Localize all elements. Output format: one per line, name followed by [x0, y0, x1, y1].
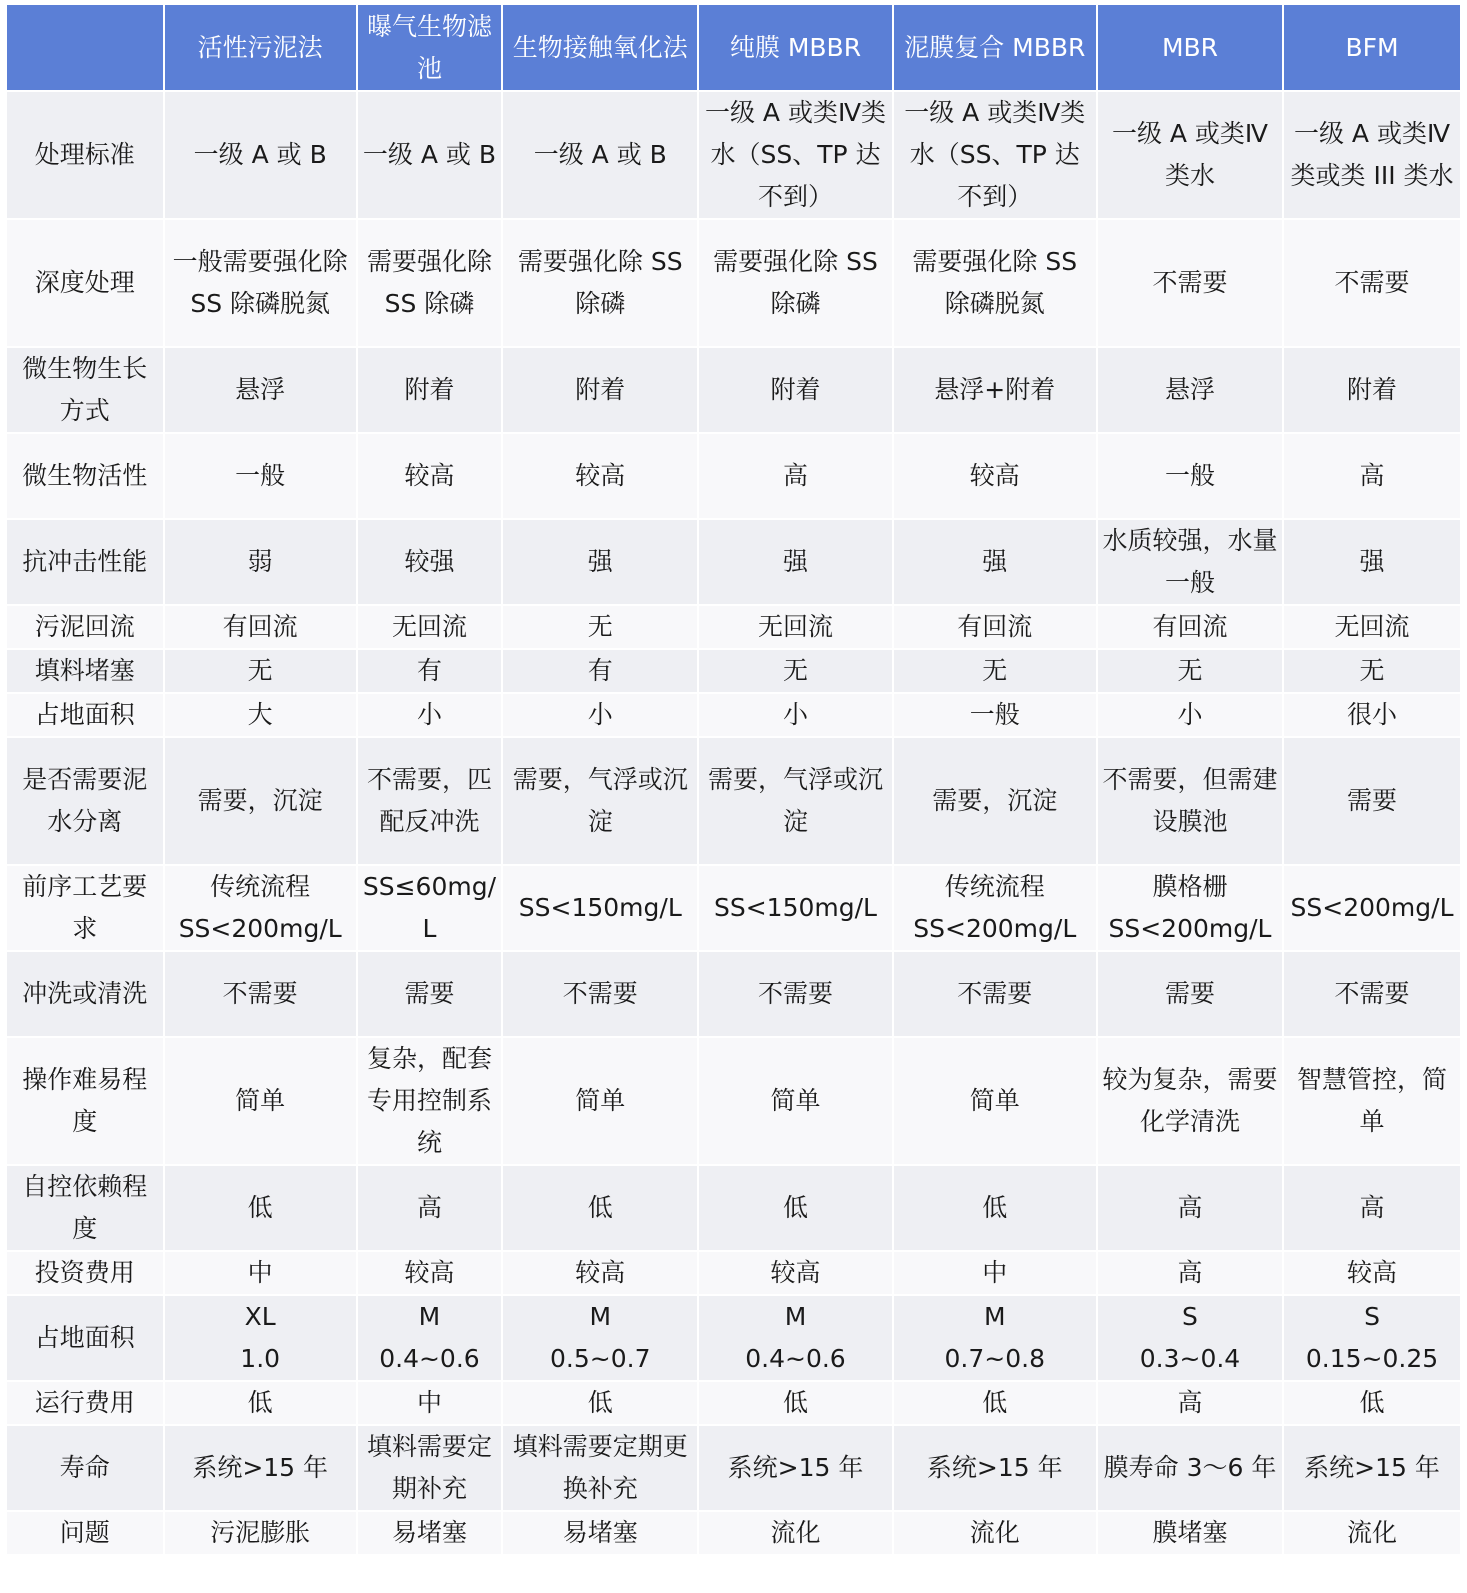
table-cell: 无回流: [698, 605, 892, 649]
table-cell: 较高: [698, 1251, 892, 1295]
table-cell: 系统>15 年: [1283, 1425, 1461, 1511]
row-label: 占地面积: [6, 1295, 164, 1381]
row-label: 是否需要泥水分离: [6, 737, 164, 865]
row-label: 自控依赖程度: [6, 1165, 164, 1251]
header-cell: 活性污泥法: [164, 4, 357, 91]
table-cell: 膜堵塞: [1097, 1511, 1283, 1555]
table-cell: 高: [1097, 1251, 1283, 1295]
table-cell: 一般需要强化除 SS 除磷脱氮: [164, 219, 357, 347]
table-cell: 有回流: [893, 605, 1097, 649]
row-label: 处理标准: [6, 91, 164, 219]
table-row: [6, 219, 1461, 347]
table-cell: 一级 A 或 B: [502, 91, 698, 219]
table-row: [6, 951, 1461, 1037]
table-cell: 易堵塞: [502, 1511, 698, 1555]
table-cell: 流化: [893, 1511, 1097, 1555]
table-cell: 中: [164, 1251, 357, 1295]
table-row: [6, 519, 1461, 605]
row-label: 污泥回流: [6, 605, 164, 649]
row-label: 操作难易程度: [6, 1037, 164, 1165]
table-cell: 低: [502, 1381, 698, 1425]
table-cell: 低: [893, 1381, 1097, 1425]
header-cell: 曝气生物滤池: [357, 4, 502, 91]
table-cell: 小: [357, 693, 502, 737]
table-cell: 一级 A 或 B: [164, 91, 357, 219]
table-cell: 附着: [502, 347, 698, 433]
header-cell: 生物接触氧化法: [502, 4, 698, 91]
table-cell: SS<150mg/L: [698, 865, 892, 951]
table-cell: 低: [1283, 1381, 1461, 1425]
table-header: [6, 4, 1461, 91]
table-cell: 较高: [893, 433, 1097, 519]
table-cell: 附着: [357, 347, 502, 433]
table-cell: SS≤60mg/L: [357, 865, 502, 951]
header-cell: 泥膜复合 MBBR: [893, 4, 1097, 91]
table-cell: 附着: [698, 347, 892, 433]
table-cell: 系统>15 年: [698, 1425, 892, 1511]
table-cell: M 0.4~0.6: [357, 1295, 502, 1381]
table-cell: 填料需要定期更换补充: [502, 1425, 698, 1511]
table-cell: 不需要: [502, 951, 698, 1037]
table-cell: 强: [1283, 519, 1461, 605]
table-cell: 无回流: [357, 605, 502, 649]
table-cell: 中: [357, 1381, 502, 1425]
table-cell: 较高: [357, 433, 502, 519]
table-cell: 无: [502, 605, 698, 649]
table-row: [6, 1037, 1461, 1165]
table-cell: 很小: [1283, 693, 1461, 737]
table-cell: 一般: [1097, 433, 1283, 519]
table-cell: 需要，气浮或沉淀: [502, 737, 698, 865]
table-row: [6, 737, 1461, 865]
table-cell: S 0.15~0.25: [1283, 1295, 1461, 1381]
table-cell: 不需要: [1283, 219, 1461, 347]
table-cell: 膜寿命 3～6 年: [1097, 1425, 1283, 1511]
table-cell: 无: [1283, 649, 1461, 693]
table-cell: 简单: [502, 1037, 698, 1165]
table-cell: 悬浮: [1097, 347, 1283, 433]
table-cell: 高: [357, 1165, 502, 1251]
header-corner: [6, 4, 164, 91]
table-cell: 系统>15 年: [893, 1425, 1097, 1511]
table-cell: 一级 A 或类Ⅳ类或类 III 类水: [1283, 91, 1461, 219]
table-cell: 需要，沉淀: [164, 737, 357, 865]
row-label: 填料堵塞: [6, 649, 164, 693]
table-row: [6, 91, 1461, 219]
table-cell: 不需要: [164, 951, 357, 1037]
row-label: 微生物活性: [6, 433, 164, 519]
table-cell: 悬浮: [164, 347, 357, 433]
table-cell: 一级 A 或类Ⅳ类水: [1097, 91, 1283, 219]
table-cell: 高: [698, 433, 892, 519]
table-row: [6, 433, 1461, 519]
table-cell: 小: [502, 693, 698, 737]
table-cell: 高: [1097, 1381, 1283, 1425]
table-cell: SS<150mg/L: [502, 865, 698, 951]
table-cell: 需要强化除 SS 除磷: [698, 219, 892, 347]
table-cell: 一级 A 或 B: [357, 91, 502, 219]
table-row: [6, 1425, 1461, 1511]
table-cell: 复杂，配套专用控制系统: [357, 1037, 502, 1165]
row-label: 微生物生长方式: [6, 347, 164, 433]
table-row: [6, 1381, 1461, 1425]
table-cell: 无回流: [1283, 605, 1461, 649]
table-cell: 需要强化除 SS 除磷: [502, 219, 698, 347]
table-row: [6, 1295, 1461, 1381]
table-row: [6, 693, 1461, 737]
table-row: [6, 1511, 1461, 1555]
table-cell: 悬浮+附着: [893, 347, 1097, 433]
table-cell: 易堵塞: [357, 1511, 502, 1555]
table-cell: 中: [893, 1251, 1097, 1295]
table-cell: 低: [164, 1381, 357, 1425]
row-label: 冲洗或清洗: [6, 951, 164, 1037]
table-row: [6, 347, 1461, 433]
table-cell: 不需要: [698, 951, 892, 1037]
table-cell: 水质较强，水量一般: [1097, 519, 1283, 605]
table-cell: 需要: [1097, 951, 1283, 1037]
table-cell: 无: [1097, 649, 1283, 693]
table-cell: 传统流程 SS<200mg/L: [893, 865, 1097, 951]
table-cell: 高: [1097, 1165, 1283, 1251]
table-cell: 不需要: [1097, 219, 1283, 347]
table-cell: 填料需要定期补充: [357, 1425, 502, 1511]
table-cell: 强: [502, 519, 698, 605]
table-row: [6, 865, 1461, 951]
table-cell: 需要强化除 SS 除磷脱氮: [893, 219, 1097, 347]
table-row: [6, 1251, 1461, 1295]
table-cell: 需要，沉淀: [893, 737, 1097, 865]
table-cell: 较高: [357, 1251, 502, 1295]
table-cell: 无: [698, 649, 892, 693]
table-row: [6, 605, 1461, 649]
table-cell: 较高: [502, 433, 698, 519]
row-label: 投资费用: [6, 1251, 164, 1295]
table-cell: 流化: [698, 1511, 892, 1555]
table-cell: 强: [893, 519, 1097, 605]
table-cell: 较强: [357, 519, 502, 605]
table-cell: 不需要: [1283, 951, 1461, 1037]
table-cell: 低: [698, 1381, 892, 1425]
table-cell: 流化: [1283, 1511, 1461, 1555]
header-cell: BFM: [1283, 4, 1461, 91]
table-cell: XL 1.0: [164, 1295, 357, 1381]
table-cell: 系统>15 年: [164, 1425, 357, 1511]
table-cell: 附着: [1283, 347, 1461, 433]
table-cell: 不需要，匹配反冲洗: [357, 737, 502, 865]
table-cell: M 0.7~0.8: [893, 1295, 1097, 1381]
table-cell: 较高: [502, 1251, 698, 1295]
row-label: 问题: [6, 1511, 164, 1555]
header-cell: MBR: [1097, 4, 1283, 91]
table-cell: M 0.4~0.6: [698, 1295, 892, 1381]
table-cell: 一般: [164, 433, 357, 519]
table-cell: 需要，气浮或沉淀: [698, 737, 892, 865]
row-label: 抗冲击性能: [6, 519, 164, 605]
table-cell: 有: [357, 649, 502, 693]
table-cell: 简单: [164, 1037, 357, 1165]
row-label: 运行费用: [6, 1381, 164, 1425]
table-row: [6, 1165, 1461, 1251]
table-row: [6, 649, 1461, 693]
table-cell: 需要: [1283, 737, 1461, 865]
comparison-table: [5, 3, 1462, 1556]
table-cell: 有回流: [164, 605, 357, 649]
table-cell: SS<200mg/L: [1283, 865, 1461, 951]
table-cell: 低: [698, 1165, 892, 1251]
header-row: [6, 4, 1461, 91]
table-cell: 强: [698, 519, 892, 605]
table-cell: 较高: [1283, 1251, 1461, 1295]
table-cell: 智慧管控，简单: [1283, 1037, 1461, 1165]
table-cell: 无: [893, 649, 1097, 693]
header-cell: 纯膜 MBBR: [698, 4, 892, 91]
table-cell: 低: [502, 1165, 698, 1251]
table-cell: 大: [164, 693, 357, 737]
table-cell: 有: [502, 649, 698, 693]
table-cell: 膜格栅 SS<200mg/L: [1097, 865, 1283, 951]
table-cell: 简单: [893, 1037, 1097, 1165]
table-body: [6, 91, 1461, 1555]
table-cell: 高: [1283, 433, 1461, 519]
table-cell: 简单: [698, 1037, 892, 1165]
row-label: 前序工艺要求: [6, 865, 164, 951]
table-cell: 无: [164, 649, 357, 693]
table-cell: 低: [164, 1165, 357, 1251]
table-cell: 不需要: [893, 951, 1097, 1037]
table-cell: 高: [1283, 1165, 1461, 1251]
table-cell: 传统流程 SS<200mg/L: [164, 865, 357, 951]
table-cell: 一般: [893, 693, 1097, 737]
table-cell: 需要强化除 SS 除磷: [357, 219, 502, 347]
row-label: 占地面积: [6, 693, 164, 737]
table-cell: 污泥膨胀: [164, 1511, 357, 1555]
table-cell: 需要: [357, 951, 502, 1037]
table-cell: 小: [698, 693, 892, 737]
row-label: 寿命: [6, 1425, 164, 1511]
table-cell: 弱: [164, 519, 357, 605]
table-cell: M 0.5~0.7: [502, 1295, 698, 1381]
table-cell: 一级 A 或类Ⅳ类水（SS、TP 达不到）: [893, 91, 1097, 219]
table-cell: 较为复杂，需要化学清洗: [1097, 1037, 1283, 1165]
table-cell: 一级 A 或类Ⅳ类水（SS、TP 达不到）: [698, 91, 892, 219]
table-cell: 小: [1097, 693, 1283, 737]
table-cell: 有回流: [1097, 605, 1283, 649]
row-label: 深度处理: [6, 219, 164, 347]
table-cell: 不需要，但需建设膜池: [1097, 737, 1283, 865]
table-cell: 低: [893, 1165, 1097, 1251]
table-cell: S 0.3~0.4: [1097, 1295, 1283, 1381]
